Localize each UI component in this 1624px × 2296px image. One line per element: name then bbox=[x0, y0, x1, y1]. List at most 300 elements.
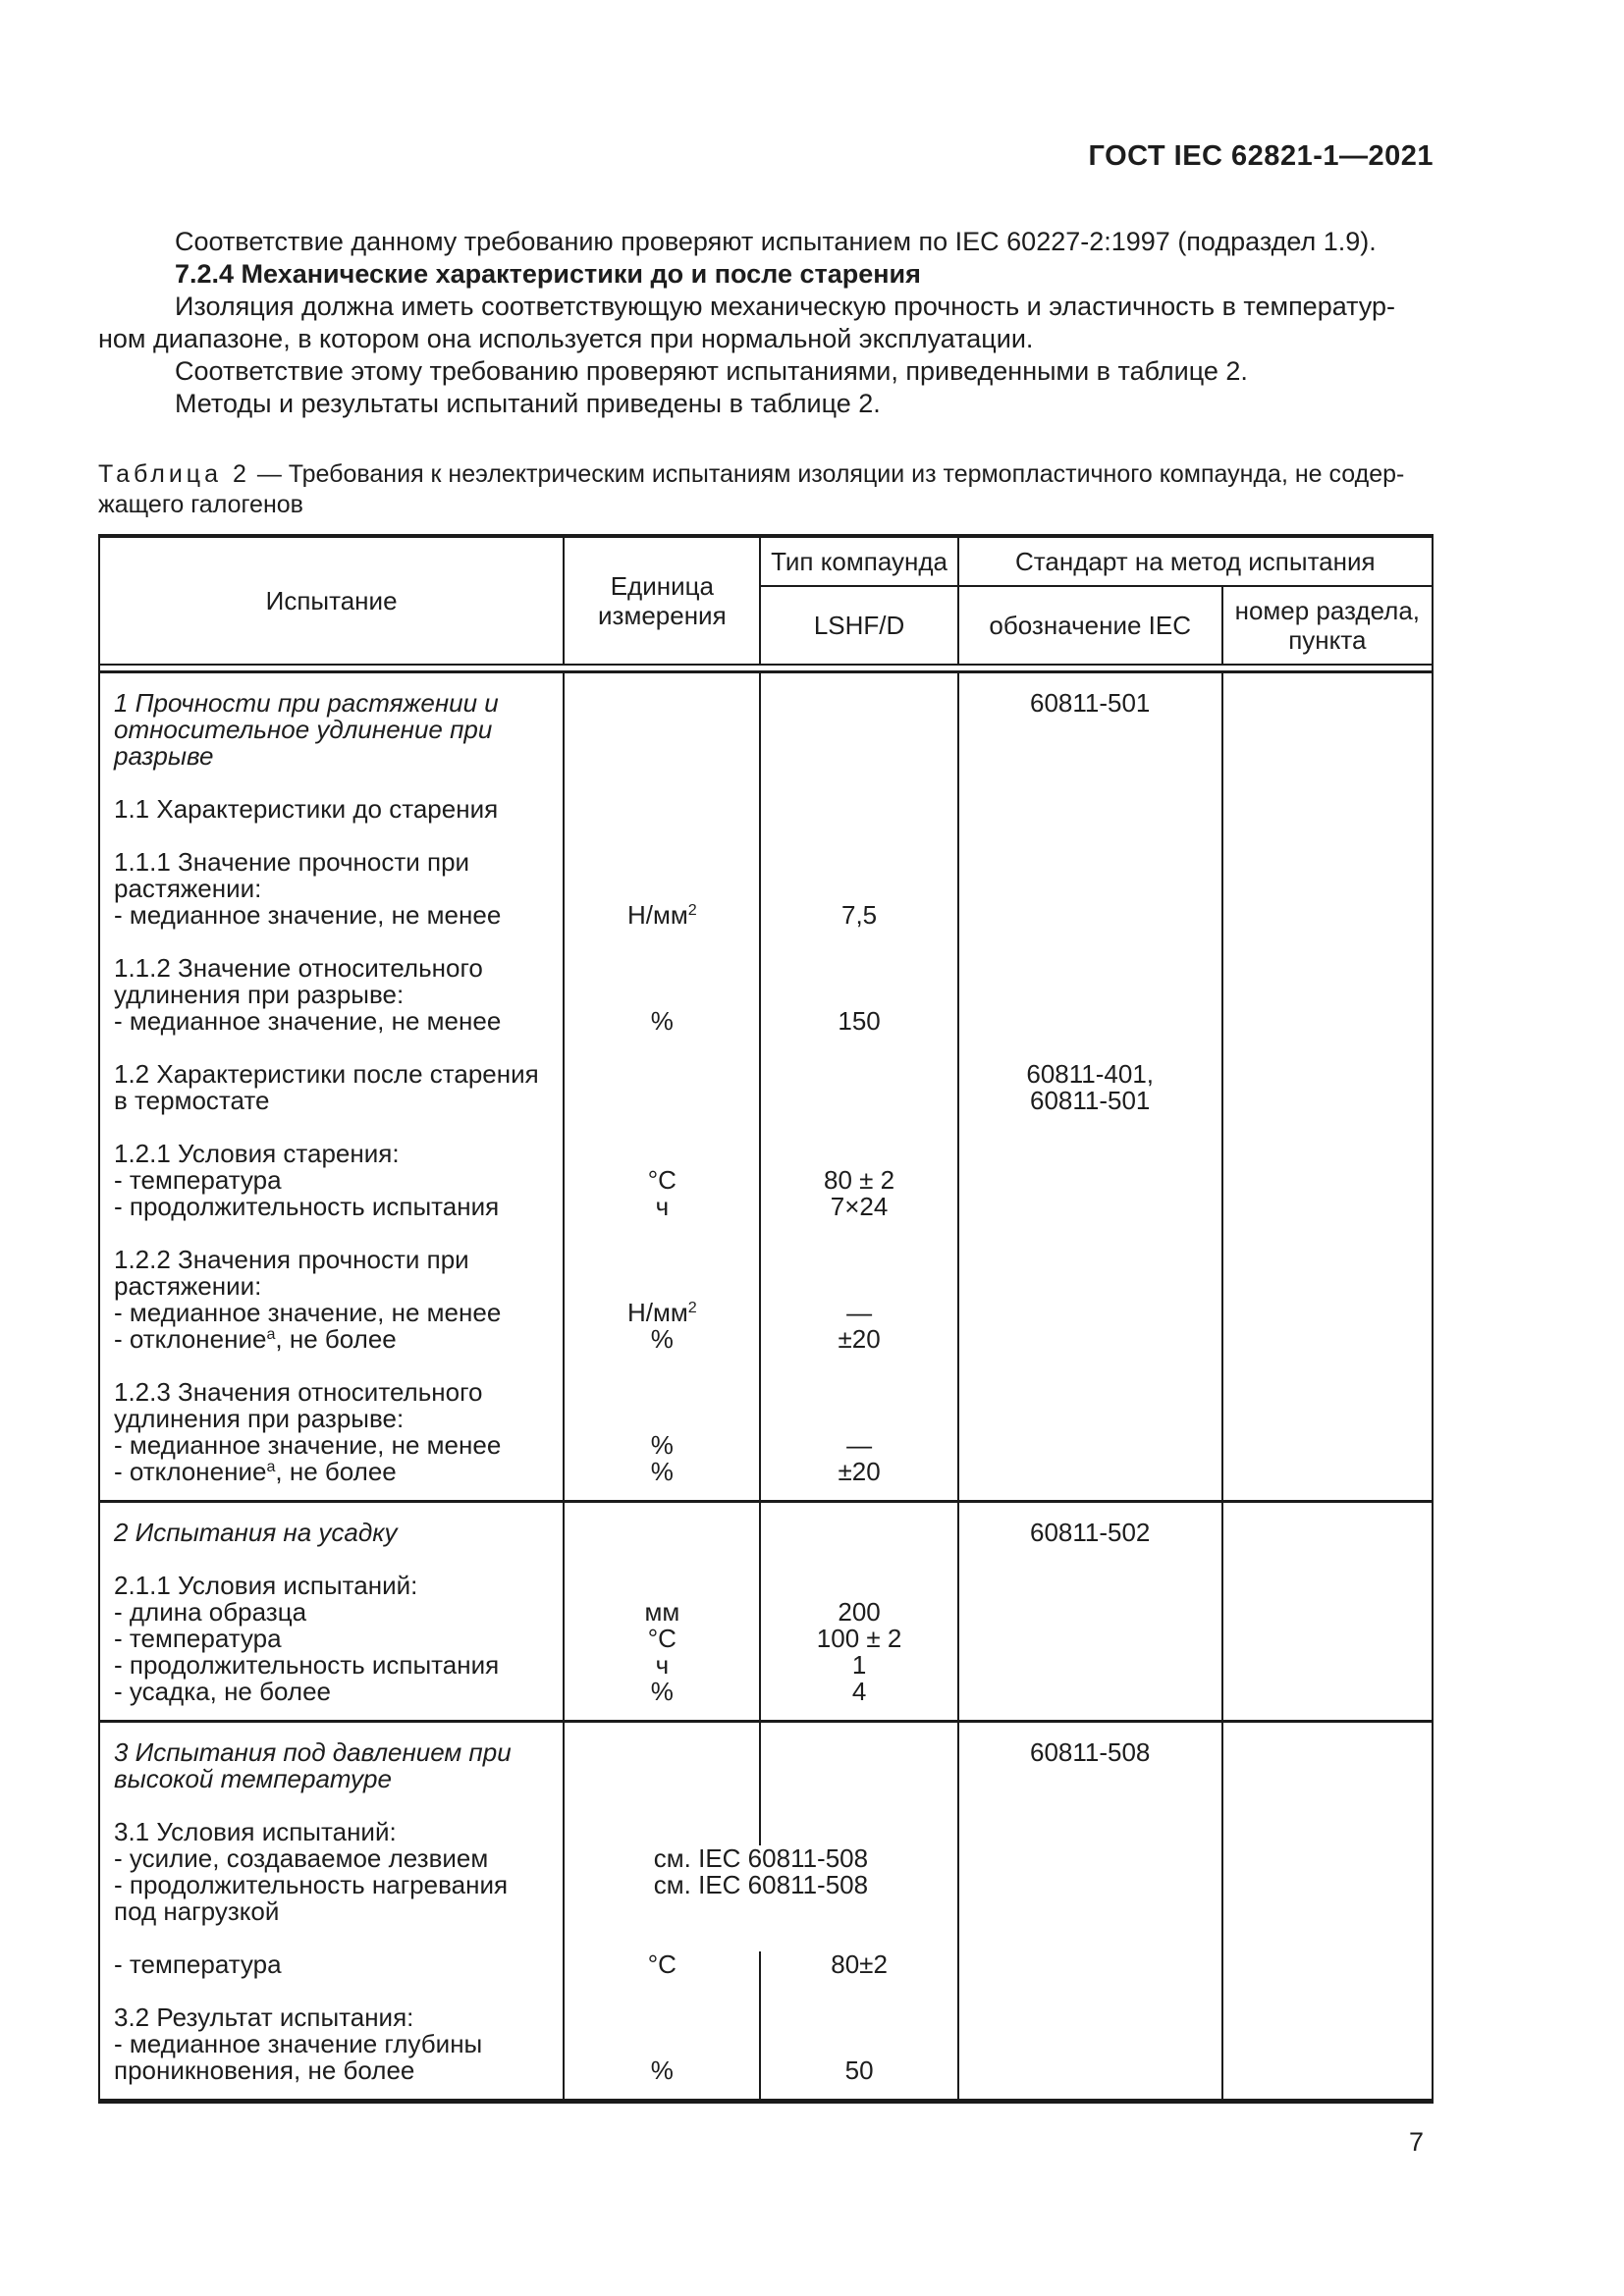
table-row bbox=[100, 1061, 1432, 1088]
clause-cell bbox=[1221, 1485, 1432, 1500]
clause-cell bbox=[1221, 1035, 1432, 1061]
test-name-cell: - медианное значение глубины bbox=[114, 2029, 483, 2058]
iec-standard-cell bbox=[957, 1300, 1221, 1326]
value-cell bbox=[759, 1520, 956, 1546]
iec-standard-cell bbox=[957, 1459, 1221, 1485]
table-row bbox=[100, 1194, 1432, 1220]
test-name-cell bbox=[100, 2084, 563, 2099]
table-caption-line bbox=[98, 459, 1434, 490]
test-name-cell: проникновения, не более bbox=[114, 2056, 415, 2085]
table-caption-text: — Требования к неэлектрическим испытаниям изоляции из термопластичного компаунда, не содер- bbox=[256, 460, 1405, 488]
clause-cell bbox=[1221, 1723, 1432, 1739]
table-row bbox=[100, 1739, 1432, 1766]
unit-cell bbox=[563, 1088, 759, 1114]
clause-cell bbox=[1221, 770, 1432, 796]
unit-value-merged-cell bbox=[563, 1925, 956, 1951]
clause-cell bbox=[1221, 1898, 1432, 1925]
clause-cell bbox=[1221, 1520, 1432, 1546]
value-cell: — bbox=[759, 1300, 956, 1326]
table-row bbox=[100, 1247, 1432, 1273]
unit-cell bbox=[563, 1546, 759, 1573]
iec-standard-cell bbox=[957, 1573, 1221, 1599]
value-cell bbox=[759, 876, 956, 902]
unit-cell bbox=[563, 1353, 759, 1379]
iec-standard-cell bbox=[957, 902, 1221, 929]
iec-standard-cell bbox=[957, 1872, 1221, 1898]
clause-cell bbox=[1221, 1432, 1432, 1459]
test-name-cell: 1.2 Характеристики после старения bbox=[114, 1059, 539, 1089]
value-cell: 7×24 bbox=[759, 1194, 956, 1220]
unit-cell bbox=[563, 1520, 759, 1546]
iec-standard-cell bbox=[957, 849, 1221, 876]
clause-cell bbox=[1221, 1845, 1432, 1872]
clause-cell bbox=[1221, 1247, 1432, 1273]
iec-standard-cell bbox=[957, 1273, 1221, 1300]
column-header-lshf: LSHF/D bbox=[759, 587, 956, 664]
test-name-cell: растяжении: bbox=[114, 1271, 262, 1301]
test-name-cell: удлинения при разрыве: bbox=[114, 980, 405, 1009]
table-row bbox=[100, 1819, 1432, 1845]
test-name-cell: - медианное значение, не менее bbox=[114, 1006, 502, 1036]
column-header-unit: Единица измерения bbox=[563, 538, 759, 664]
unit-cell: % bbox=[563, 1459, 759, 1485]
test-name-cell: 2.1.1 Условия испытаний: bbox=[114, 1571, 418, 1600]
test-name-cell: 2 Испытания на усадку bbox=[114, 1518, 398, 1547]
column-header-standard: Стандарт на метод испытания bbox=[957, 538, 1432, 587]
clause-cell bbox=[1221, 1739, 1432, 1766]
unit-cell bbox=[563, 1705, 759, 1720]
unit-cell bbox=[563, 690, 759, 717]
iec-standard-cell bbox=[957, 1705, 1221, 1720]
test-name-cell bbox=[100, 1220, 563, 1247]
test-name-cell: 1.1.2 Значение относительного bbox=[114, 953, 483, 983]
column-header-compound: Тип компаунда bbox=[759, 538, 956, 587]
paragraph-line: ном диапазоне, в котором она используется при нормальной эксплуатации. bbox=[98, 324, 1034, 353]
iec-standard-cell bbox=[957, 1326, 1221, 1353]
clause-cell bbox=[1221, 1114, 1432, 1141]
clause-cell bbox=[1221, 1406, 1432, 1432]
unit-cell bbox=[563, 1247, 759, 1273]
clause-cell bbox=[1221, 849, 1432, 876]
unit-cell bbox=[563, 1792, 759, 1819]
table-row bbox=[100, 1626, 1432, 1652]
table-row bbox=[100, 1679, 1432, 1705]
table-body bbox=[100, 673, 1432, 2099]
table-blank-row bbox=[100, 1546, 1432, 1573]
value-cell bbox=[759, 2084, 956, 2099]
paragraph-line: 7.2.4 Механические характеристики до и после старения bbox=[175, 259, 921, 289]
test-name-cell: - продолжительность нагревания bbox=[114, 1870, 509, 1899]
clause-cell bbox=[1221, 982, 1432, 1008]
value-cell bbox=[759, 1141, 956, 1167]
test-name-cell: 3.2 Результат испытания: bbox=[114, 2002, 414, 2032]
iec-standard-cell bbox=[957, 1845, 1221, 1872]
body-paragraphs bbox=[98, 226, 1434, 420]
unit-cell bbox=[563, 929, 759, 955]
table-section bbox=[100, 1500, 1432, 1720]
test-name-cell bbox=[100, 1978, 563, 2004]
unit-cell bbox=[563, 1220, 759, 1247]
table-caption-line: жащего галогенов bbox=[98, 491, 303, 518]
value-cell bbox=[759, 796, 956, 823]
test-name-cell: - медианное значение, не менее bbox=[114, 1430, 502, 1460]
table-blank-row bbox=[100, 1353, 1432, 1379]
test-name-cell: 1.1.1 Значение прочности при bbox=[114, 847, 470, 877]
clause-cell bbox=[1221, 717, 1432, 743]
unit-cell bbox=[563, 770, 759, 796]
paragraph-line: Методы и результаты испытаний приведены в таблице 2. bbox=[175, 389, 881, 418]
clause-cell bbox=[1221, 2084, 1432, 2099]
unit-cell: % bbox=[563, 1679, 759, 1705]
table-caption bbox=[98, 459, 1434, 520]
table-row bbox=[100, 1326, 1432, 1353]
test-name-cell: 1.2.2 Значения прочности при bbox=[114, 1245, 469, 1274]
unit-cell bbox=[563, 1141, 759, 1167]
test-name-cell bbox=[100, 1353, 563, 1379]
test-name-cell: - усадка, не более bbox=[114, 1677, 331, 1706]
table-row bbox=[100, 2057, 1432, 2084]
value-cell bbox=[759, 1723, 956, 1739]
table-row bbox=[100, 1008, 1432, 1035]
clause-cell bbox=[1221, 1546, 1432, 1573]
clause-cell bbox=[1221, 929, 1432, 955]
iec-standard-cell bbox=[957, 1432, 1221, 1459]
unit-cell bbox=[563, 1114, 759, 1141]
clause-cell bbox=[1221, 673, 1432, 690]
iec-standard-cell bbox=[957, 1898, 1221, 1925]
value-cell bbox=[759, 2004, 956, 2031]
unit-cell: ч bbox=[563, 1194, 759, 1220]
value-cell bbox=[759, 1546, 956, 1573]
iec-standard-cell bbox=[957, 1599, 1221, 1626]
value-cell: — bbox=[759, 1432, 956, 1459]
clause-cell bbox=[1221, 1872, 1432, 1898]
unit-cell bbox=[563, 876, 759, 902]
iec-standard-cell bbox=[957, 1167, 1221, 1194]
clause-cell bbox=[1221, 2031, 1432, 2057]
unit-value-merged-cell bbox=[563, 1898, 956, 1925]
iec-standard-cell bbox=[957, 876, 1221, 902]
table-blank-row bbox=[100, 929, 1432, 955]
table-row bbox=[100, 1167, 1432, 1194]
clause-cell bbox=[1221, 1273, 1432, 1300]
clause-cell bbox=[1221, 1459, 1432, 1485]
table-row bbox=[100, 1599, 1432, 1626]
unit-cell bbox=[563, 796, 759, 823]
unit-cell bbox=[563, 1739, 759, 1766]
clause-cell bbox=[1221, 955, 1432, 982]
table-blank-row bbox=[100, 770, 1432, 796]
clause-cell bbox=[1221, 1141, 1432, 1167]
test-name-cell: - температура bbox=[114, 1949, 282, 1979]
column-header-clause: номер раздела, пункта bbox=[1221, 587, 1432, 664]
clause-cell bbox=[1221, 876, 1432, 902]
table-row bbox=[100, 1652, 1432, 1679]
clause-cell bbox=[1221, 1379, 1432, 1406]
iec-standard-cell bbox=[957, 1679, 1221, 1705]
value-cell bbox=[759, 690, 956, 717]
unit-value-merged-cell: см. IEC 60811-508 bbox=[563, 1845, 956, 1872]
test-name-cell bbox=[100, 823, 563, 849]
table-row bbox=[100, 982, 1432, 1008]
unit-cell bbox=[563, 1379, 759, 1406]
unit-cell bbox=[563, 1406, 759, 1432]
unit-cell bbox=[563, 717, 759, 743]
test-name-cell: - отклонение$^а$, не более bbox=[114, 1324, 397, 1354]
value-cell bbox=[759, 1088, 956, 1114]
iec-standard-cell: 60811-501 bbox=[957, 1088, 1221, 1114]
iec-standard-cell bbox=[957, 717, 1221, 743]
table-row bbox=[100, 876, 1432, 902]
clause-cell bbox=[1221, 1925, 1432, 1951]
test-name-cell: - усилие, создаваемое лезвием bbox=[114, 1843, 489, 1873]
value-cell bbox=[759, 1035, 956, 1061]
value-cell bbox=[759, 1573, 956, 1599]
value-cell bbox=[759, 1220, 956, 1247]
value-cell: 1 bbox=[759, 1652, 956, 1679]
unit-cell bbox=[563, 2084, 759, 2099]
test-name-cell: - длина образца bbox=[114, 1597, 307, 1627]
clause-cell bbox=[1221, 902, 1432, 929]
test-name-cell: растяжении: bbox=[114, 874, 262, 903]
paragraph-line: Соответствие данному требованию проверяют испытанием по IEC 60227-2:1997 (подраздел 1.9). bbox=[175, 227, 1377, 256]
table-blank-row bbox=[100, 1114, 1432, 1141]
table-row bbox=[100, 2084, 1432, 2099]
value-cell: 150 bbox=[759, 1008, 956, 1035]
table-row bbox=[100, 1300, 1432, 1326]
value-cell bbox=[759, 1247, 956, 1273]
table-row bbox=[100, 2031, 1432, 2057]
unit-cell bbox=[563, 673, 759, 690]
iec-standard-cell: 60811-502 bbox=[957, 1520, 1221, 1546]
clause-cell bbox=[1221, 823, 1432, 849]
iec-standard-cell bbox=[957, 1379, 1221, 1406]
clause-cell bbox=[1221, 1951, 1432, 1978]
test-name-cell: - продолжительность испытания bbox=[114, 1650, 500, 1680]
table-row bbox=[100, 1485, 1432, 1500]
value-cell bbox=[759, 849, 956, 876]
clause-cell bbox=[1221, 2004, 1432, 2031]
test-name-cell bbox=[100, 1485, 563, 1500]
iec-standard-cell bbox=[957, 1819, 1221, 1845]
test-name-cell bbox=[100, 1114, 563, 1141]
test-name-cell bbox=[100, 1925, 563, 1951]
iec-standard-cell bbox=[957, 1925, 1221, 1951]
unit-cell bbox=[563, 743, 759, 770]
unit-cell bbox=[563, 823, 759, 849]
clause-cell bbox=[1221, 1599, 1432, 1626]
table-row bbox=[100, 1951, 1432, 1978]
unit-cell: % bbox=[563, 1008, 759, 1035]
clause-cell bbox=[1221, 796, 1432, 823]
unit-cell: % bbox=[563, 1326, 759, 1353]
table-row bbox=[100, 690, 1432, 717]
table-row bbox=[100, 902, 1432, 929]
unit-cell: °С bbox=[563, 1167, 759, 1194]
table-blank-row bbox=[100, 1925, 1432, 1951]
table-section bbox=[100, 673, 1432, 1500]
paragraph-line: Изоляция должна иметь соответствующую механическую прочность и эластичность в температур- bbox=[175, 292, 1396, 321]
value-cell bbox=[759, 1819, 956, 1845]
value-cell: 80 ± 2 bbox=[759, 1167, 956, 1194]
clause-cell bbox=[1221, 1819, 1432, 1845]
test-name-cell bbox=[100, 1035, 563, 1061]
iec-standard-cell: 60811-508 bbox=[957, 1739, 1221, 1766]
test-name-cell bbox=[100, 1792, 563, 1819]
header-double-rule bbox=[100, 664, 1432, 673]
iec-standard-cell: 60811-401, bbox=[957, 1061, 1221, 1088]
clause-cell bbox=[1221, 1008, 1432, 1035]
table-row bbox=[100, 1520, 1432, 1546]
table-row bbox=[100, 743, 1432, 770]
test-name-cell: 1.1 Характеристики до старения bbox=[114, 794, 499, 824]
test-name-cell bbox=[100, 929, 563, 955]
table-row bbox=[100, 1845, 1432, 1872]
test-name-cell: 1.2.1 Условия старения: bbox=[114, 1139, 400, 1168]
test-name-cell: разрыве bbox=[114, 741, 214, 771]
value-cell: ±20 bbox=[759, 1326, 956, 1353]
column-header-test: Испытание bbox=[265, 586, 398, 615]
test-name-cell: - температура bbox=[114, 1165, 282, 1195]
clause-cell bbox=[1221, 743, 1432, 770]
iec-standard-cell bbox=[957, 1951, 1221, 1978]
table-row bbox=[100, 1432, 1432, 1459]
value-cell: 7,5 bbox=[759, 902, 956, 929]
iec-standard-cell bbox=[957, 1035, 1221, 1061]
unit-cell bbox=[563, 2004, 759, 2031]
unit-value-merged-cell: см. IEC 60811-508 bbox=[563, 1872, 956, 1898]
table-row bbox=[100, 1573, 1432, 1599]
table-row bbox=[100, 1379, 1432, 1406]
clause-cell bbox=[1221, 1167, 1432, 1194]
value-cell bbox=[759, 1485, 956, 1500]
value-cell: ±20 bbox=[759, 1459, 956, 1485]
unit-cell: $Н/мм^2$ bbox=[563, 902, 759, 929]
clause-cell bbox=[1221, 1061, 1432, 1088]
iec-standard-cell bbox=[957, 929, 1221, 955]
unit-cell bbox=[563, 849, 759, 876]
clause-cell bbox=[1221, 1353, 1432, 1379]
value-cell bbox=[759, 1061, 956, 1088]
iec-standard-cell bbox=[957, 1008, 1221, 1035]
test-name-cell: - медианное значение, не менее bbox=[114, 900, 502, 930]
unit-cell: $Н/мм^2$ bbox=[563, 1300, 759, 1326]
unit-cell bbox=[563, 1573, 759, 1599]
unit-cell bbox=[563, 1978, 759, 2004]
unit-cell bbox=[563, 1723, 759, 1739]
table-row bbox=[100, 1406, 1432, 1432]
iec-standard-cell bbox=[957, 1626, 1221, 1652]
clause-cell bbox=[1221, 1652, 1432, 1679]
unit-cell bbox=[563, 2031, 759, 2057]
value-cell bbox=[759, 1766, 956, 1792]
unit-cell: ч bbox=[563, 1652, 759, 1679]
value-cell bbox=[759, 673, 956, 690]
value-cell bbox=[759, 717, 956, 743]
iec-standard-cell bbox=[957, 1141, 1221, 1167]
clause-cell bbox=[1221, 690, 1432, 717]
test-name-cell bbox=[100, 1546, 563, 1573]
value-cell bbox=[759, 1503, 956, 1520]
unit-cell: мм bbox=[563, 1599, 759, 1626]
table-row bbox=[100, 796, 1432, 823]
unit-cell bbox=[563, 1819, 759, 1845]
clause-cell bbox=[1221, 1978, 1432, 2004]
value-cell bbox=[759, 1792, 956, 1819]
unit-cell bbox=[563, 982, 759, 1008]
unit-cell bbox=[563, 1503, 759, 1520]
table-row bbox=[100, 955, 1432, 982]
unit-cell bbox=[563, 1485, 759, 1500]
test-name-cell: 3.1 Условия испытаний: bbox=[114, 1817, 397, 1846]
table-row bbox=[100, 1088, 1432, 1114]
value-cell bbox=[759, 1353, 956, 1379]
table-row bbox=[100, 1459, 1432, 1485]
table-row bbox=[100, 2004, 1432, 2031]
test-name-cell: - отклонение$^а$, не более bbox=[114, 1457, 397, 1486]
unit-cell bbox=[563, 1273, 759, 1300]
clause-cell bbox=[1221, 1792, 1432, 1819]
value-cell: 4 bbox=[759, 1679, 956, 1705]
value-cell bbox=[759, 1705, 956, 1720]
table-section bbox=[100, 1720, 1432, 2099]
test-name-cell: 1.2.3 Значения относительного bbox=[114, 1377, 483, 1407]
column-header-iec: обозначение IEC bbox=[957, 587, 1221, 664]
value-cell bbox=[759, 1114, 956, 1141]
unit-cell: °С bbox=[563, 1951, 759, 1978]
iec-standard-cell bbox=[957, 1792, 1221, 1819]
table-blank-row bbox=[100, 1220, 1432, 1247]
value-cell bbox=[759, 982, 956, 1008]
table-row bbox=[100, 717, 1432, 743]
iec-standard-cell: 60811-501 bbox=[957, 690, 1221, 717]
clause-cell bbox=[1221, 1326, 1432, 1353]
iec-standard-cell bbox=[957, 1485, 1221, 1500]
table-row bbox=[100, 1898, 1432, 1925]
paragraph-line: Соответствие этому требованию проверяют испытаниями, приведенными в таблице 2. bbox=[175, 356, 1248, 386]
iec-standard-cell bbox=[957, 1766, 1221, 1792]
test-name-cell: под нагрузкой bbox=[114, 1896, 280, 1926]
value-cell: 200 bbox=[759, 1599, 956, 1626]
iec-standard-cell bbox=[957, 1220, 1221, 1247]
test-name-cell: - температура bbox=[114, 1624, 282, 1653]
unit-cell bbox=[563, 1766, 759, 1792]
clause-cell bbox=[1221, 1626, 1432, 1652]
unit-cell bbox=[563, 955, 759, 982]
table-row bbox=[100, 1872, 1432, 1898]
unit-cell bbox=[563, 1035, 759, 1061]
iec-standard-cell bbox=[957, 982, 1221, 1008]
table-blank-row bbox=[100, 1792, 1432, 1819]
iec-standard-cell bbox=[957, 1406, 1221, 1432]
iec-standard-cell bbox=[957, 770, 1221, 796]
table-row bbox=[100, 1273, 1432, 1300]
page-number: 7 bbox=[1408, 2127, 1424, 2157]
iec-standard-cell bbox=[957, 1978, 1221, 2004]
requirements-table bbox=[98, 534, 1434, 2104]
unit-cell: °С bbox=[563, 1626, 759, 1652]
test-name-cell: 3 Испытания под давлением при bbox=[114, 1737, 512, 1767]
value-cell bbox=[759, 1406, 956, 1432]
iec-standard-cell bbox=[957, 823, 1221, 849]
table-row bbox=[100, 1766, 1432, 1792]
test-name-cell: - продолжительность испытания bbox=[114, 1192, 500, 1221]
value-cell bbox=[759, 1273, 956, 1300]
test-name-cell: высокой температуре bbox=[114, 1764, 392, 1793]
test-name-cell bbox=[100, 770, 563, 796]
value-cell bbox=[759, 1739, 956, 1766]
test-name-cell: - медианное значение, не менее bbox=[114, 1298, 502, 1327]
